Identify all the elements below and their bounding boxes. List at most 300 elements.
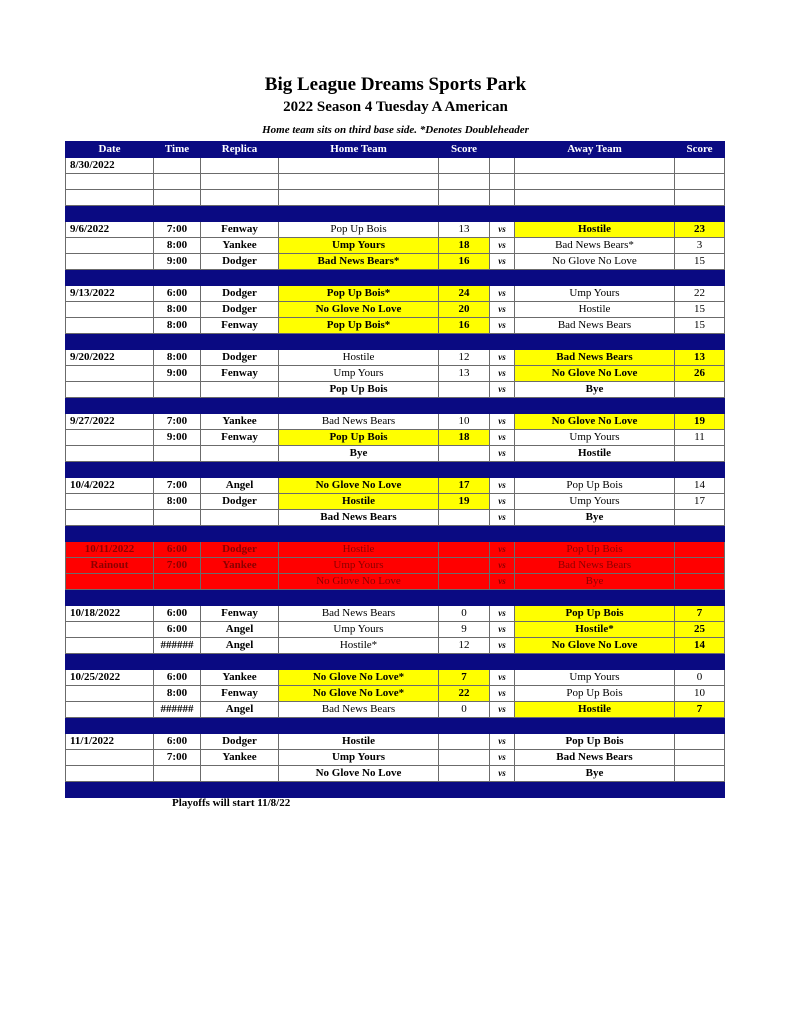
date-cell bbox=[66, 430, 154, 446]
col-header-away-team: Away Team bbox=[515, 142, 675, 158]
away-score-cell: 26 bbox=[675, 366, 725, 382]
separator-cell bbox=[154, 718, 201, 734]
separator-cell bbox=[154, 334, 201, 350]
separator-cell bbox=[675, 526, 725, 542]
separator-cell bbox=[439, 334, 490, 350]
header-row bbox=[66, 142, 725, 158]
home-score-cell: 13 bbox=[439, 222, 490, 238]
replica-cell bbox=[201, 190, 279, 206]
separator-cell bbox=[201, 526, 279, 542]
away-score-cell: 17 bbox=[675, 494, 725, 510]
game-row bbox=[66, 254, 725, 270]
date-cell bbox=[66, 254, 154, 270]
separator-cell bbox=[154, 270, 201, 286]
vs-cell: vs bbox=[490, 446, 515, 462]
week-separator bbox=[66, 270, 725, 286]
game-row bbox=[66, 766, 725, 782]
separator-cell bbox=[201, 462, 279, 478]
separator-cell bbox=[66, 270, 154, 286]
game-row bbox=[66, 622, 725, 638]
away-score-cell bbox=[675, 382, 725, 398]
vs-cell: vs bbox=[490, 222, 515, 238]
home-score-cell: 10 bbox=[439, 414, 490, 430]
separator-cell bbox=[201, 590, 279, 606]
separator-cell bbox=[515, 782, 675, 798]
away-score-cell bbox=[675, 158, 725, 174]
game-row bbox=[66, 494, 725, 510]
col-header-replica: Replica bbox=[201, 142, 279, 158]
replica-cell: Dodger bbox=[201, 302, 279, 318]
vs-cell: vs bbox=[490, 638, 515, 654]
separator-cell bbox=[439, 590, 490, 606]
replica-cell: Dodger bbox=[201, 350, 279, 366]
vs-cell: vs bbox=[490, 574, 515, 590]
date-cell bbox=[66, 702, 154, 718]
vs-cell: vs bbox=[490, 702, 515, 718]
away-score-cell: 22 bbox=[675, 286, 725, 302]
away-score-cell bbox=[675, 542, 725, 558]
away-team-cell: No Glove No Love bbox=[515, 366, 675, 382]
away-score-cell: 14 bbox=[675, 638, 725, 654]
date-cell bbox=[66, 302, 154, 318]
date-cell bbox=[66, 686, 154, 702]
date-cell: 10/25/2022 bbox=[66, 670, 154, 686]
time-cell: 9:00 bbox=[154, 366, 201, 382]
separator-cell bbox=[279, 590, 439, 606]
time-cell: 7:00 bbox=[154, 478, 201, 494]
week-separator bbox=[66, 462, 725, 478]
date-cell: 9/13/2022 bbox=[66, 286, 154, 302]
vs-cell: vs bbox=[490, 366, 515, 382]
date-cell: 10/11/2022 bbox=[66, 542, 154, 558]
time-cell: 6:00 bbox=[154, 622, 201, 638]
vs-cell: vs bbox=[490, 254, 515, 270]
home-team-cell bbox=[279, 158, 439, 174]
col-header-away-score: Score bbox=[675, 142, 725, 158]
separator-cell bbox=[675, 718, 725, 734]
replica-cell: Dodger bbox=[201, 254, 279, 270]
home-team-cell: Hostile bbox=[279, 494, 439, 510]
home-team-cell: Bye bbox=[279, 446, 439, 462]
home-team-cell: Bad News Bears* bbox=[279, 254, 439, 270]
vs-cell: vs bbox=[490, 558, 515, 574]
col-header-time: Time bbox=[154, 142, 201, 158]
away-score-cell bbox=[675, 510, 725, 526]
separator-cell bbox=[66, 526, 154, 542]
separator-cell bbox=[154, 398, 201, 414]
vs-cell: vs bbox=[490, 286, 515, 302]
time-cell: 7:00 bbox=[154, 222, 201, 238]
date-cell bbox=[66, 318, 154, 334]
home-team-cell: Bad News Bears bbox=[279, 606, 439, 622]
away-team-cell: Pop Up Bois bbox=[515, 542, 675, 558]
game-row bbox=[66, 302, 725, 318]
game-row bbox=[66, 510, 725, 526]
separator-cell bbox=[439, 526, 490, 542]
separator-cell bbox=[279, 334, 439, 350]
replica-cell bbox=[201, 446, 279, 462]
home-score-cell: 18 bbox=[439, 430, 490, 446]
away-score-cell: 3 bbox=[675, 238, 725, 254]
separator-cell bbox=[490, 334, 515, 350]
home-team-cell: Bad News Bears bbox=[279, 414, 439, 430]
separator-cell bbox=[675, 462, 725, 478]
time-cell bbox=[154, 574, 201, 590]
away-score-cell: 10 bbox=[675, 686, 725, 702]
date-cell: 10/18/2022 bbox=[66, 606, 154, 622]
replica-cell bbox=[201, 174, 279, 190]
home-team-cell: No Glove No Love bbox=[279, 766, 439, 782]
date-cell bbox=[66, 494, 154, 510]
away-team-cell: Bad News Bears bbox=[515, 750, 675, 766]
time-cell: 8:00 bbox=[154, 686, 201, 702]
date-cell: 10/4/2022 bbox=[66, 478, 154, 494]
away-team-cell: Ump Yours bbox=[515, 430, 675, 446]
separator-cell bbox=[515, 270, 675, 286]
replica-cell: Dodger bbox=[201, 542, 279, 558]
vs-cell: vs bbox=[490, 382, 515, 398]
vs-cell: vs bbox=[490, 766, 515, 782]
away-team-cell: Hostile bbox=[515, 446, 675, 462]
game-row bbox=[66, 366, 725, 382]
game-row bbox=[66, 574, 725, 590]
game-row bbox=[66, 174, 725, 190]
vs-cell: vs bbox=[490, 750, 515, 766]
separator-cell bbox=[439, 782, 490, 798]
separator-cell bbox=[279, 270, 439, 286]
home-score-cell: 13 bbox=[439, 366, 490, 382]
separator-cell bbox=[490, 206, 515, 222]
away-team-cell: Ump Yours bbox=[515, 286, 675, 302]
replica-cell: Yankee bbox=[201, 750, 279, 766]
separator-cell bbox=[675, 590, 725, 606]
vs-cell: vs bbox=[490, 350, 515, 366]
time-cell: 6:00 bbox=[154, 606, 201, 622]
away-score-cell bbox=[675, 446, 725, 462]
week-separator bbox=[66, 206, 725, 222]
separator-cell bbox=[279, 462, 439, 478]
col-header-date: Date bbox=[66, 142, 154, 158]
home-team-cell: Hostile bbox=[279, 734, 439, 750]
away-score-cell: 7 bbox=[675, 606, 725, 622]
separator-cell bbox=[66, 590, 154, 606]
home-team-cell: No Glove No Love bbox=[279, 574, 439, 590]
schedule-table bbox=[65, 141, 725, 798]
away-score-cell: 15 bbox=[675, 302, 725, 318]
vs-cell bbox=[490, 158, 515, 174]
away-score-cell: 25 bbox=[675, 622, 725, 638]
home-team-cell: No Glove No Love bbox=[279, 478, 439, 494]
home-score-cell: 7 bbox=[439, 670, 490, 686]
replica-cell: Fenway bbox=[201, 606, 279, 622]
separator-cell bbox=[66, 654, 154, 670]
game-row bbox=[66, 414, 725, 430]
separator-cell bbox=[279, 718, 439, 734]
separator-cell bbox=[439, 206, 490, 222]
separator-cell bbox=[439, 718, 490, 734]
home-team-cell: No Glove No Love* bbox=[279, 670, 439, 686]
separator-cell bbox=[66, 206, 154, 222]
separator-cell bbox=[515, 718, 675, 734]
game-row bbox=[66, 478, 725, 494]
game-row bbox=[66, 702, 725, 718]
game-row bbox=[66, 350, 725, 366]
separator-cell bbox=[515, 334, 675, 350]
home-score-cell: 12 bbox=[439, 350, 490, 366]
replica-cell: Yankee bbox=[201, 558, 279, 574]
away-team-cell: Bye bbox=[515, 510, 675, 526]
away-team-cell: Bad News Bears* bbox=[515, 238, 675, 254]
replica-cell: Angel bbox=[201, 622, 279, 638]
home-score-cell bbox=[439, 174, 490, 190]
away-score-cell: 15 bbox=[675, 318, 725, 334]
date-cell bbox=[66, 510, 154, 526]
home-score-cell: 0 bbox=[439, 606, 490, 622]
replica-cell: Fenway bbox=[201, 366, 279, 382]
separator-cell bbox=[515, 462, 675, 478]
vs-cell: vs bbox=[490, 318, 515, 334]
away-team-cell bbox=[515, 190, 675, 206]
away-score-cell: 15 bbox=[675, 254, 725, 270]
vs-cell: vs bbox=[490, 622, 515, 638]
separator-cell bbox=[675, 654, 725, 670]
away-team-cell: Ump Yours bbox=[515, 670, 675, 686]
away-team-cell: Pop Up Bois bbox=[515, 686, 675, 702]
separator-cell bbox=[675, 206, 725, 222]
time-cell: ###### bbox=[154, 638, 201, 654]
time-cell bbox=[154, 766, 201, 782]
away-score-cell: 11 bbox=[675, 430, 725, 446]
time-cell: 8:00 bbox=[154, 238, 201, 254]
away-team-cell: Bye bbox=[515, 574, 675, 590]
separator-cell bbox=[279, 654, 439, 670]
away-score-cell bbox=[675, 734, 725, 750]
replica-cell: Yankee bbox=[201, 670, 279, 686]
date-cell bbox=[66, 174, 154, 190]
home-score-cell: 9 bbox=[439, 622, 490, 638]
home-team-cell: Pop Up Bois bbox=[279, 430, 439, 446]
replica-cell bbox=[201, 382, 279, 398]
away-team-cell: Hostile* bbox=[515, 622, 675, 638]
date-cell: 9/20/2022 bbox=[66, 350, 154, 366]
home-team-cell bbox=[279, 190, 439, 206]
home-score-cell bbox=[439, 158, 490, 174]
home-score-cell: 16 bbox=[439, 318, 490, 334]
separator-cell bbox=[490, 782, 515, 798]
replica-cell: Dodger bbox=[201, 494, 279, 510]
home-score-cell bbox=[439, 574, 490, 590]
separator-cell bbox=[490, 718, 515, 734]
date-cell: 11/1/2022 bbox=[66, 734, 154, 750]
date-cell bbox=[66, 366, 154, 382]
separator-cell bbox=[675, 334, 725, 350]
vs-cell: vs bbox=[490, 734, 515, 750]
separator-cell bbox=[490, 590, 515, 606]
away-team-cell: Bye bbox=[515, 382, 675, 398]
col-header-vs bbox=[490, 142, 515, 158]
away-team-cell bbox=[515, 174, 675, 190]
vs-cell: vs bbox=[490, 686, 515, 702]
date-cell bbox=[66, 382, 154, 398]
separator-cell bbox=[515, 398, 675, 414]
page-subtitle: 2022 Season 4 Tuesday A American bbox=[283, 99, 508, 115]
separator-cell bbox=[490, 398, 515, 414]
home-score-cell: 17 bbox=[439, 478, 490, 494]
vs-cell bbox=[490, 190, 515, 206]
away-score-cell: 7 bbox=[675, 702, 725, 718]
replica-cell: Yankee bbox=[201, 414, 279, 430]
away-team-cell: Hostile bbox=[515, 302, 675, 318]
time-cell: 7:00 bbox=[154, 750, 201, 766]
away-team-cell: Hostile bbox=[515, 222, 675, 238]
date-cell: 9/27/2022 bbox=[66, 414, 154, 430]
separator-cell bbox=[201, 334, 279, 350]
away-team-cell bbox=[515, 158, 675, 174]
separator-cell bbox=[515, 654, 675, 670]
date-cell: Rainout bbox=[66, 558, 154, 574]
away-score-cell: 13 bbox=[675, 350, 725, 366]
time-cell bbox=[154, 510, 201, 526]
away-team-cell: Pop Up Bois bbox=[515, 606, 675, 622]
home-score-cell bbox=[439, 750, 490, 766]
home-score-cell bbox=[439, 446, 490, 462]
home-score-cell: 0 bbox=[439, 702, 490, 718]
game-row bbox=[66, 318, 725, 334]
away-score-cell bbox=[675, 574, 725, 590]
time-cell: ###### bbox=[154, 702, 201, 718]
separator-cell bbox=[66, 718, 154, 734]
away-score-cell: 23 bbox=[675, 222, 725, 238]
home-score-cell: 20 bbox=[439, 302, 490, 318]
separator-cell bbox=[201, 654, 279, 670]
separator-cell bbox=[439, 462, 490, 478]
vs-cell: vs bbox=[490, 494, 515, 510]
separator-cell bbox=[675, 782, 725, 798]
home-score-cell: 16 bbox=[439, 254, 490, 270]
home-team-cell: No Glove No Love bbox=[279, 302, 439, 318]
vs-cell: vs bbox=[490, 430, 515, 446]
separator-cell bbox=[201, 270, 279, 286]
time-cell: 7:00 bbox=[154, 558, 201, 574]
separator-cell bbox=[490, 462, 515, 478]
schedule-body bbox=[66, 158, 725, 798]
date-cell bbox=[66, 750, 154, 766]
col-header-home-team: Home Team bbox=[279, 142, 439, 158]
home-score-cell: 22 bbox=[439, 686, 490, 702]
replica-cell: Fenway bbox=[201, 430, 279, 446]
away-team-cell: No Glove No Love bbox=[515, 638, 675, 654]
replica-cell bbox=[201, 158, 279, 174]
home-team-cell: Ump Yours bbox=[279, 238, 439, 254]
game-row bbox=[66, 750, 725, 766]
vs-cell: vs bbox=[490, 478, 515, 494]
replica-cell: Dodger bbox=[201, 734, 279, 750]
separator-cell bbox=[154, 654, 201, 670]
replica-cell: Angel bbox=[201, 478, 279, 494]
separator-cell bbox=[490, 270, 515, 286]
separator-cell bbox=[675, 398, 725, 414]
game-row bbox=[66, 606, 725, 622]
separator-cell bbox=[154, 590, 201, 606]
vs-cell bbox=[490, 174, 515, 190]
footer-note: Playoffs will start 11/8/22 bbox=[172, 797, 291, 809]
week-separator bbox=[66, 718, 725, 734]
time-cell: 9:00 bbox=[154, 254, 201, 270]
separator-cell bbox=[515, 590, 675, 606]
date-cell bbox=[66, 238, 154, 254]
away-team-cell: No Glove No Love bbox=[515, 414, 675, 430]
time-cell: 6:00 bbox=[154, 734, 201, 750]
home-team-cell bbox=[279, 174, 439, 190]
vs-cell: vs bbox=[490, 238, 515, 254]
away-team-cell: Bad News Bears bbox=[515, 318, 675, 334]
date-cell: 9/6/2022 bbox=[66, 222, 154, 238]
home-score-cell bbox=[439, 190, 490, 206]
separator-cell bbox=[201, 398, 279, 414]
date-cell bbox=[66, 190, 154, 206]
home-score-cell bbox=[439, 382, 490, 398]
week-separator bbox=[66, 334, 725, 350]
separator-cell bbox=[439, 654, 490, 670]
game-row bbox=[66, 686, 725, 702]
time-cell: 8:00 bbox=[154, 494, 201, 510]
vs-cell: vs bbox=[490, 606, 515, 622]
separator-cell bbox=[279, 526, 439, 542]
time-cell: 6:00 bbox=[154, 542, 201, 558]
away-team-cell: Bad News Bears bbox=[515, 558, 675, 574]
date-cell bbox=[66, 574, 154, 590]
game-row bbox=[66, 286, 725, 302]
separator-cell bbox=[515, 526, 675, 542]
col-header-home-score: Score bbox=[439, 142, 490, 158]
replica-cell bbox=[201, 766, 279, 782]
away-score-cell: 14 bbox=[675, 478, 725, 494]
game-row bbox=[66, 638, 725, 654]
week-separator bbox=[66, 526, 725, 542]
replica-cell: Fenway bbox=[201, 318, 279, 334]
away-team-cell: Pop Up Bois bbox=[515, 734, 675, 750]
separator-cell bbox=[279, 398, 439, 414]
replica-cell: Angel bbox=[201, 702, 279, 718]
separator-cell bbox=[439, 398, 490, 414]
week-separator bbox=[66, 590, 725, 606]
separator-cell bbox=[515, 206, 675, 222]
separator-cell bbox=[279, 782, 439, 798]
time-cell: 6:00 bbox=[154, 670, 201, 686]
game-row bbox=[66, 430, 725, 446]
separator-cell bbox=[279, 206, 439, 222]
replica-cell bbox=[201, 510, 279, 526]
separator-cell bbox=[490, 654, 515, 670]
page-title: Big League Dreams Sports Park bbox=[264, 74, 527, 95]
time-cell: 6:00 bbox=[154, 286, 201, 302]
vs-cell: vs bbox=[490, 670, 515, 686]
home-team-cell: Pop Up Bois bbox=[279, 382, 439, 398]
vs-cell: vs bbox=[490, 510, 515, 526]
away-team-cell: Bye bbox=[515, 766, 675, 782]
game-row bbox=[66, 446, 725, 462]
time-cell: 9:00 bbox=[154, 430, 201, 446]
away-score-cell: 19 bbox=[675, 414, 725, 430]
home-score-cell: 18 bbox=[439, 238, 490, 254]
week-separator bbox=[66, 654, 725, 670]
game-row bbox=[66, 734, 725, 750]
replica-cell: Fenway bbox=[201, 222, 279, 238]
replica-cell: Dodger bbox=[201, 286, 279, 302]
home-team-cell: Ump Yours bbox=[279, 558, 439, 574]
away-score-cell bbox=[675, 174, 725, 190]
time-cell bbox=[154, 382, 201, 398]
